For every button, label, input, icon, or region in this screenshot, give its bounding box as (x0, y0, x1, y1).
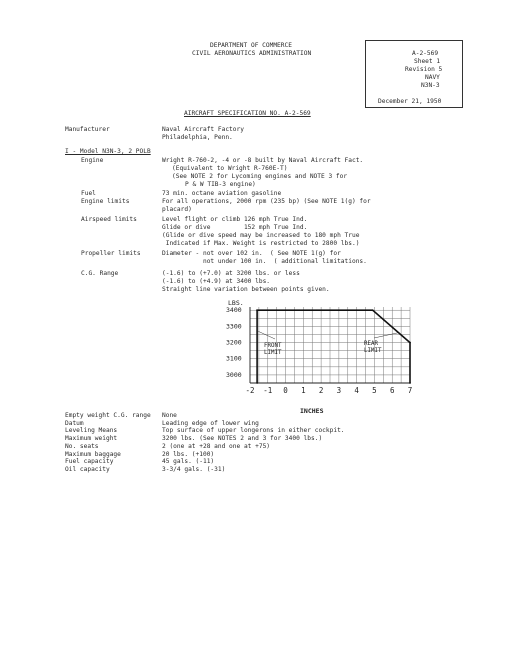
spec-number: A-2-569 (412, 50, 439, 57)
engine-line: P & W TIB-3 engine) (185, 181, 256, 188)
x-tick-label: 6 (389, 386, 395, 395)
x-axis-label: INCHES (300, 407, 324, 415)
spec-row-value: Leading edge of lower wing (162, 419, 259, 427)
x-tick-label: 4 (354, 386, 359, 395)
navy-label: NAVY (425, 74, 440, 81)
spec-row-label: Empty weight C.G. range (65, 412, 151, 419)
department-heading: DEPARTMENT OF COMMERCE (210, 42, 292, 49)
x-tick-label: 0 (283, 386, 288, 395)
spec-row-value: 2 (one at +28 and one at +75) (162, 442, 271, 450)
cg-envelope-point (256, 309, 258, 311)
sheet-number: Sheet 1 (414, 58, 441, 65)
cg-envelope-point (256, 382, 258, 384)
cg-envelope-chart (200, 295, 430, 415)
x-tick-label: 3 (336, 386, 342, 395)
cg-envelope-point (409, 382, 411, 384)
y-tick-label: 3400 (226, 306, 242, 315)
x-tick-label: 5 (372, 386, 377, 395)
engine-line: (Equivalent to Wright R-760E-T) (172, 165, 288, 172)
fuel-value: 73 min. octane aviation gasoline (162, 190, 282, 197)
front-limit-label-line1: FRONT (264, 343, 282, 349)
spec-row-value: 20 lbs. (+100) (162, 450, 215, 458)
y-tick-label: 3100 (226, 354, 242, 363)
spec-row-label: Maximum weight (65, 435, 118, 443)
front-limit-leader (258, 331, 275, 339)
y-tick-label: 3000 (226, 370, 242, 379)
fuel-label: Fuel (81, 190, 96, 197)
propeller-line: Diameter - not over 102 in. ( See NOTE 1(g) for (162, 250, 341, 257)
revision-number: Revision 5 (405, 66, 443, 73)
model-label: N3N-3 (421, 82, 440, 89)
x-tick-label: 1 (301, 386, 306, 395)
spec-row-label: Leveling Means (65, 427, 118, 435)
cg-envelope-point (409, 342, 411, 344)
engine-line: (See NOTE 2 for Lycoming engines and NOTE 3 for (172, 173, 348, 180)
spec-row-label: Maximum baggage (65, 450, 121, 458)
y-tick-label: 3200 (226, 338, 242, 347)
spec-date: December 21, 1950 (378, 98, 442, 105)
x-tick-label: -1 (263, 386, 273, 395)
engine-line: Wright R-760-2, -4 or -8 built by Naval Aircraft Fact. (162, 157, 364, 164)
airspeed-line: Level flight or climb 126 mph True Ind. (162, 216, 308, 223)
y-tick-label: 3300 (226, 322, 242, 331)
administration-heading: CIVIL AERONAUTICS ADMINISTRATION (192, 50, 312, 57)
spec-row-value: 3-3/4 gals. (-31) (162, 465, 226, 473)
spec-row-value: 3200 lbs. (See NOTES 2 and 3 for 3400 lbs.) (162, 435, 323, 443)
manufacturer-name: Naval Aircraft Factory (162, 126, 244, 133)
airspeed-line: Indicated if Max. Weight is restricted to 2800 lbs.) (162, 240, 360, 247)
engine-label: Engine (81, 157, 104, 164)
cg-range-line: (-1.6) to (+7.0) at 3200 lbs. or less (162, 270, 300, 277)
spec-row-label: Datum (65, 419, 84, 427)
rear-limit-label-line2: LIMIT (364, 348, 382, 354)
engine-limits-line: placard) (162, 206, 192, 213)
x-tick-label: -2 (245, 386, 255, 395)
spec-row-value: 45 gals. (-11) (162, 458, 215, 466)
spec-row-label: No. seats (65, 442, 99, 450)
propeller-line: not under 100 in. ( additional limitations. (162, 258, 367, 265)
x-tick-label: 7 (407, 386, 413, 395)
cg-range-line: Straight line variation between points given. (162, 286, 330, 293)
spec-row-label: Fuel capacity (65, 458, 114, 466)
manufacturer-location: Philadelphia, Penn. (162, 134, 233, 141)
airspeed-line: (Glide or dive speed may be increased to 180 mph True (162, 232, 360, 239)
spec-row-label: Oil capacity (65, 465, 110, 473)
airspeed-line: Glide or dive 152 mph True Ind. (162, 224, 308, 231)
page-title: AIRCRAFT SPECIFICATION NO. A-2-569 (184, 110, 311, 117)
x-tick-label: 2 (318, 386, 324, 395)
y-axis-label: LBS. (228, 299, 244, 307)
spec-row-value: Top surface of upper longerons in either cockpit. (162, 427, 345, 435)
engine-limits-label: Engine limits (81, 198, 130, 205)
manufacturer-label: Manufacturer (65, 126, 110, 133)
section-heading: I - Model N3N-3, 2 POLB (65, 148, 151, 155)
rear-limit-leader (374, 333, 398, 338)
cg-envelope-point (372, 309, 374, 311)
cg-range-label: C.G. Range (81, 270, 119, 277)
engine-limits-line: For all operations, 2000 rpm (235 bp) (See NOTE 1(g) for (162, 198, 371, 205)
propeller-limits-label: Propeller limits (81, 250, 141, 257)
rear-limit-label-line1: REAR (364, 341, 378, 347)
front-limit-label-line2: LIMIT (264, 350, 282, 356)
cg-range-line: (-1.6) to (+4.9) at 3400 lbs. (162, 278, 271, 285)
spec-row-value: None (162, 412, 177, 419)
airspeed-limits-label: Airspeed limits (81, 216, 137, 223)
